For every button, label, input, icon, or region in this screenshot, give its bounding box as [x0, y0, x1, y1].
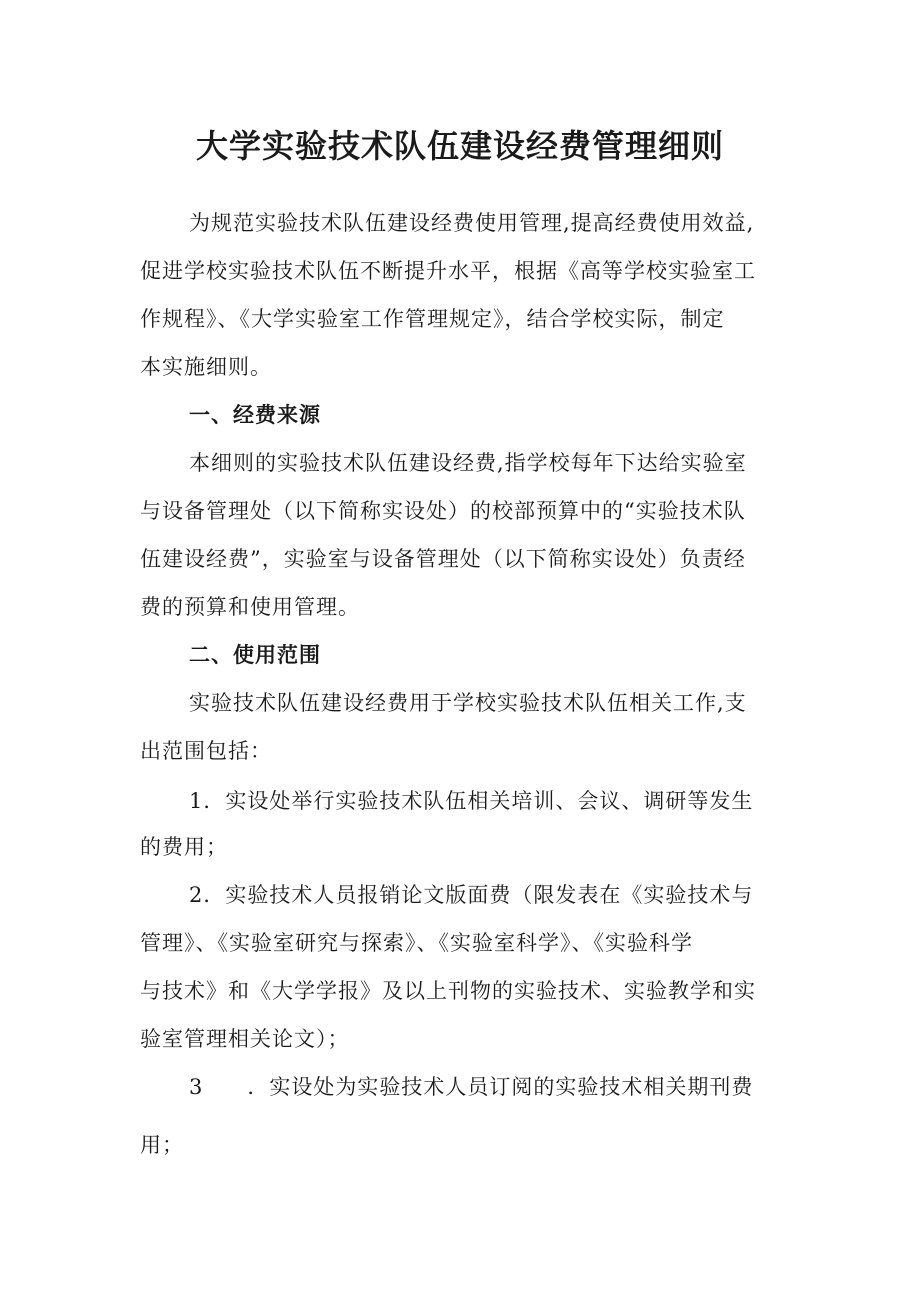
section2-line-1: 实验技术队伍建设经费用于学校实验技术队伍相关工作,支 [189, 691, 747, 715]
section1-line-3: 伍建设经费”，实验室与设备管理处（以下简称实设处）负责经 [140, 547, 746, 571]
intro-line-3: 作规程》、《大学实验室工作管理规定》，结合学校实际，制定 [140, 307, 725, 331]
item2-line-3: 与技术》和《大学学报》及以上刊物的实验技术、实验教学和实 [140, 979, 756, 1003]
section2-line-2: 出范围包括： [140, 739, 272, 763]
item2-line-4: 验室管理相关论文）； [140, 1027, 350, 1051]
item3-number: 3 [189, 1075, 204, 1099]
item1-line-1: 1．实设处举行实验技术队伍相关培训、会议、调研等发生 [189, 789, 754, 813]
section-heading-scope-of-use: 二、使用范围 [189, 643, 321, 667]
item3-line-2: 用； [140, 1133, 184, 1157]
section1-line-1: 本细则的实验技术队伍建设经费,指学校每年下达给实验室 [189, 451, 747, 475]
item1-line-2: 的费用； [140, 835, 228, 859]
section1-line-4: 费的预算和使用管理。 [140, 595, 360, 619]
item2-line-2: 管理》、《实验室研究与探索》、《实验室科学》、《实验科学 [140, 931, 693, 955]
intro-line-1: 为规范实验技术队伍建设经费使用管理,提高经费使用效益, [189, 211, 755, 235]
item3-text: ．实设处为实验技术人员订阅的实验技术相关期刊费 [247, 1075, 754, 1099]
item2-line-1: 2．实验技术人员报销论文版面费（限发表在《实验技术与 [189, 883, 754, 907]
intro-line-2: 促进学校实验技术队伍不断提升水平，根据《高等学校实验室工 [140, 259, 756, 283]
section1-line-2: 与设备管理处（以下简称实设处）的校部预算中的“实验技术队 [140, 499, 746, 523]
section-heading-funding-source: 一、经费来源 [189, 403, 321, 427]
document-title: 大学实验技术队伍建设经费管理细则 [195, 127, 724, 165]
item3-line-1 [189, 1072, 849, 1102]
intro-line-4: 本实施细则。 [140, 355, 272, 379]
